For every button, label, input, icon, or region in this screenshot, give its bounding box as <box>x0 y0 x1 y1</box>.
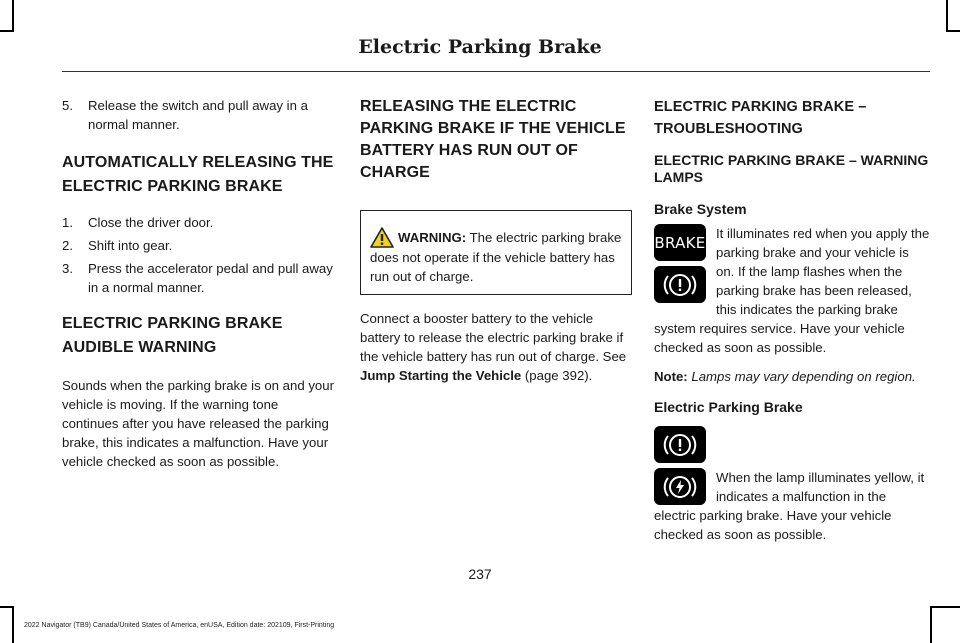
crop-mark <box>12 606 14 643</box>
cross-reference-link[interactable]: Jump Starting the Vehicle <box>360 368 522 383</box>
epb-warning-lamp-icon <box>654 426 706 463</box>
warning-label: WARNING: <box>398 230 467 245</box>
page-title: Electric Parking Brake <box>358 36 602 58</box>
crop-mark <box>0 606 14 608</box>
step-number: 3. <box>62 261 73 276</box>
list-item <box>62 96 338 134</box>
warning-triangle-icon <box>370 227 394 248</box>
list-item <box>62 236 338 255</box>
lamp-group-title: Electric Parking Brake <box>654 399 803 415</box>
body-text: It illuminates red when you apply the parking brake and your vehicle is on. If the lamp flashes when the parking brake has been released, this indicates the parking brake system requires service. Have your vehicle checked as soon as possible. <box>654 226 930 355</box>
body-text-span: Connect a booster battery to the vehicle battery to release the electric parking brake if the vehicle battery has run out of charge. See <box>360 311 627 364</box>
brake-lamp-icon: BRAKE <box>654 224 706 261</box>
body-text: When the lamp illuminates yellow, it indicates a malfunction in the electric parking brake. Have your vehicle checked as soon as possible. <box>654 470 925 542</box>
body-text <box>360 309 632 385</box>
step-number: 5. <box>62 98 73 113</box>
title-divider <box>62 71 930 72</box>
exclamation-circle-icon <box>662 430 698 460</box>
brake-system-block <box>654 224 930 357</box>
step-text: Close the driver door. <box>88 215 214 230</box>
epb-malfunction-lamp-icon <box>654 468 706 505</box>
step-number: 1. <box>62 215 73 230</box>
warning-box <box>360 210 632 295</box>
section-heading: ELECTRIC PARKING BRAKE AUDIBLE WARNING <box>62 315 283 356</box>
list-item <box>62 259 338 297</box>
crop-mark <box>12 0 14 30</box>
step-text: Press the accelerator pedal and pull away in a normal manner. <box>88 261 333 295</box>
crop-mark <box>946 0 948 30</box>
step-number: 2. <box>62 238 73 253</box>
step-text: Shift into gear. <box>88 238 173 253</box>
warning-text: The electric parking brake does not operate if the vehicle battery has run out of charge. <box>370 230 622 284</box>
step-list <box>62 213 338 297</box>
list-item <box>62 213 338 232</box>
page-reference: (page 392). <box>524 368 593 383</box>
lamp-icons <box>654 426 710 505</box>
note-text <box>654 367 930 386</box>
lamp-group-title: Brake System <box>654 201 747 217</box>
section-heading: AUTOMATICALLY RELEASING THE ELECTRIC PARKING BRAKE <box>62 154 334 195</box>
crop-mark <box>930 606 932 643</box>
note-body: Lamps may vary depending on region. <box>691 369 916 384</box>
body-text: Sounds when the parking brake is on and your vehicle is moving. If the warning tone continues after you have released the parking brake, this indicates a malfunction. Have your vehicle checked as soon as possible. <box>62 378 334 469</box>
section-heading: ELECTRIC PARKING BRAKE – TROUBLESHOOTING <box>654 99 867 137</box>
brake-warning-lamp-icon <box>654 266 706 303</box>
lightning-circle-icon <box>662 472 698 502</box>
edition-footer: 2022 Navigator (TB9) Canada/United States of America, enUSA, Edition date: 202109, First-Printing <box>24 622 335 629</box>
column-left <box>62 96 338 471</box>
page-number: 237 <box>468 566 492 582</box>
column-middle <box>360 96 632 385</box>
crop-mark <box>930 606 960 608</box>
exclamation-circle-icon <box>662 270 698 300</box>
column-right <box>654 96 930 544</box>
section-heading: RELEASING THE ELECTRIC PARKING BRAKE IF THE VEHICLE BATTERY HAS RUN OUT OF CHARGE <box>360 98 626 181</box>
crop-mark <box>0 30 14 32</box>
epb-block <box>654 426 930 544</box>
crop-mark <box>946 30 960 32</box>
lamp-icons <box>654 224 710 303</box>
note-label: Note: <box>654 369 688 384</box>
subsection-heading: ELECTRIC PARKING BRAKE – WARNING LAMPS <box>654 152 929 185</box>
step-text: Release the switch and pull away in a normal manner. <box>88 98 308 132</box>
